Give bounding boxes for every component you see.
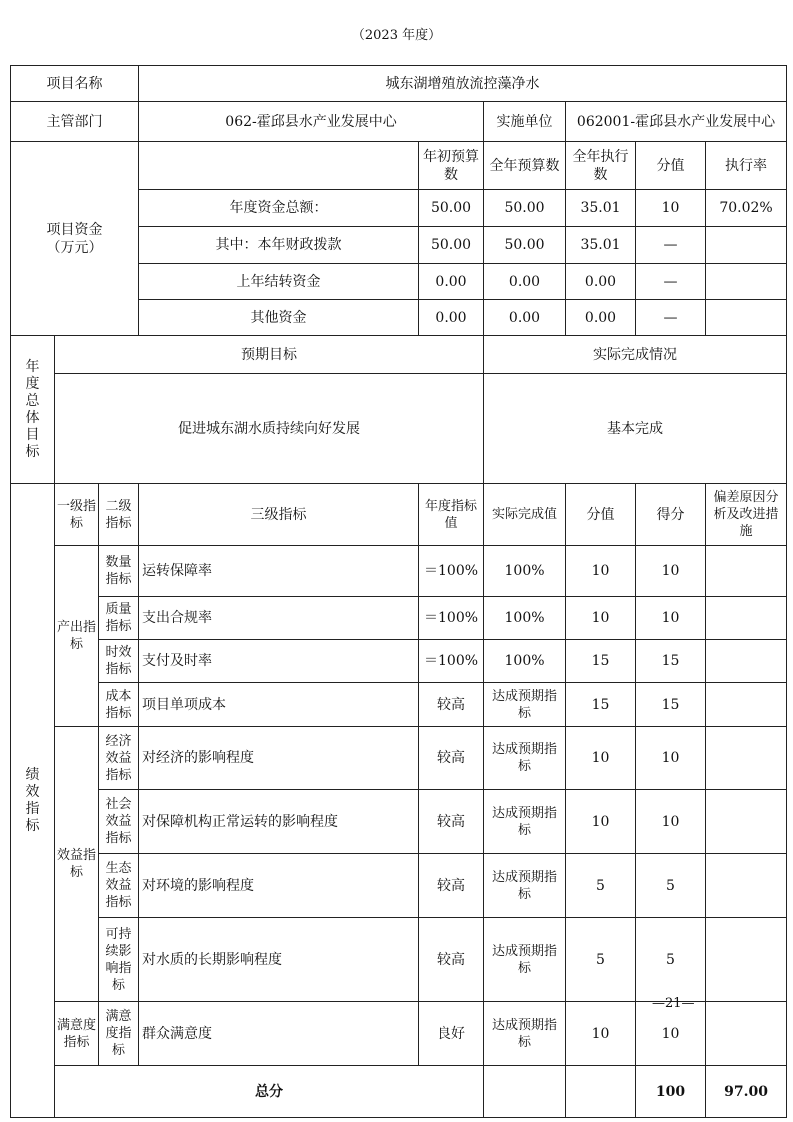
level3-cell: 支付及时率 bbox=[139, 640, 419, 683]
reason-cell bbox=[706, 683, 787, 727]
funds-initial: 0.00 bbox=[419, 264, 484, 300]
level3-cell: 对水质的长期影响程度 bbox=[139, 918, 419, 1002]
level2-cell: 生态效益指标 bbox=[99, 854, 139, 918]
level2-cell: 社会效益指标 bbox=[99, 790, 139, 854]
value-cell: 10 bbox=[566, 597, 636, 640]
actual-cell: 达成预期指标 bbox=[484, 1002, 566, 1066]
actual-cell: 100% bbox=[484, 597, 566, 640]
header-target: 年度指标值 bbox=[419, 484, 484, 546]
funds-annual: 0.00 bbox=[484, 300, 566, 336]
total-blank-actual bbox=[566, 1066, 636, 1118]
funds-annual: 0.00 bbox=[484, 264, 566, 300]
goal-actual-header: 实际完成情况 bbox=[484, 336, 787, 374]
year-label: （2023 年度） bbox=[351, 28, 442, 43]
target-cell: 较高 bbox=[419, 854, 484, 918]
value-cell: 5 bbox=[566, 854, 636, 918]
level3-cell: 对环境的影响程度 bbox=[139, 854, 419, 918]
score-cell: 5 bbox=[636, 918, 706, 1002]
funds-initial: 0.00 bbox=[419, 300, 484, 336]
reason-cell bbox=[706, 854, 787, 918]
funds-annual: 50.00 bbox=[484, 190, 566, 227]
project-name-label: 项目名称 bbox=[11, 66, 139, 102]
goal-actual: 基本完成 bbox=[484, 374, 787, 484]
target-cell: 良好 bbox=[419, 1002, 484, 1066]
header-reason: 偏差原因分析及改进措施 bbox=[706, 484, 787, 546]
header-level2: 二级指标 bbox=[99, 484, 139, 546]
indicator-row bbox=[11, 640, 787, 683]
performance-label-text: 绩效指标 bbox=[25, 766, 40, 834]
level1-satisfaction: 满意度指标 bbox=[55, 1002, 99, 1066]
score-cell: 10 bbox=[636, 790, 706, 854]
actual-cell: 达成预期指标 bbox=[484, 727, 566, 790]
actual-cell: 100% bbox=[484, 546, 566, 597]
level2-cell: 可持续影响指标 bbox=[99, 918, 139, 1002]
performance-table bbox=[10, 65, 787, 1118]
total-label: 总分 bbox=[55, 1066, 484, 1118]
funds-score-value: — bbox=[636, 227, 706, 264]
goal-label-text: 年度总体目标 bbox=[25, 358, 40, 460]
value-cell: 15 bbox=[566, 683, 636, 727]
indicator-row bbox=[11, 683, 787, 727]
reason-cell bbox=[706, 640, 787, 683]
actual-cell: 达成预期指标 bbox=[484, 918, 566, 1002]
funds-row-label: 其中：本年财政拨款 bbox=[139, 227, 419, 264]
indicator-row bbox=[11, 546, 787, 597]
level2-cell: 质量指标 bbox=[99, 597, 139, 640]
header-actual: 实际完成值 bbox=[484, 484, 566, 546]
level1-benefit: 效益指标 bbox=[55, 727, 99, 1002]
reason-cell bbox=[706, 918, 787, 1002]
level2-cell: 数量指标 bbox=[99, 546, 139, 597]
total-value: 100 bbox=[636, 1066, 706, 1118]
dept-value: 062-霍邱县水产业发展中心 bbox=[139, 102, 484, 142]
actual-cell: 100% bbox=[484, 640, 566, 683]
value-cell: 10 bbox=[566, 727, 636, 790]
reason-cell bbox=[706, 1002, 787, 1066]
total-score: 97.00 bbox=[706, 1066, 787, 1118]
funds-executed: 0.00 bbox=[566, 300, 636, 336]
funds-score-value: 10 bbox=[636, 190, 706, 227]
level2-cell: 时效指标 bbox=[99, 640, 139, 683]
target-cell: ＝100% bbox=[419, 640, 484, 683]
unit-value: 062001-霍邱县水产业发展中心 bbox=[566, 102, 787, 142]
goal-expected-header: 预期目标 bbox=[55, 336, 484, 374]
score-cell: 10 bbox=[636, 546, 706, 597]
header-score: 得分 bbox=[636, 484, 706, 546]
score-cell: 10 bbox=[636, 1002, 706, 1066]
reason-cell bbox=[706, 727, 787, 790]
project-name: 城东湖增殖放流控藻净水 bbox=[139, 66, 787, 102]
level1-output: 产出指标 bbox=[55, 546, 99, 727]
indicator-row bbox=[11, 918, 787, 1002]
header-value: 分值 bbox=[566, 484, 636, 546]
score-cell: 5 bbox=[636, 854, 706, 918]
target-cell: ＝100% bbox=[419, 546, 484, 597]
performance-label bbox=[11, 484, 55, 1118]
funds-row-label: 年度资金总额： bbox=[139, 190, 419, 227]
level3-cell: 对保障机构正常运转的影响程度 bbox=[139, 790, 419, 854]
funds-executed: 35.01 bbox=[566, 190, 636, 227]
score-cell: 15 bbox=[636, 640, 706, 683]
level3-cell: 项目单项成本 bbox=[139, 683, 419, 727]
funds-row-label: 其他资金 bbox=[139, 300, 419, 336]
funds-initial: 50.00 bbox=[419, 227, 484, 264]
actual-cell: 达成预期指标 bbox=[484, 790, 566, 854]
funds-rate bbox=[706, 300, 787, 336]
value-cell: 10 bbox=[566, 790, 636, 854]
funds-header-rate: 执行率 bbox=[706, 142, 787, 190]
funds-initial: 50.00 bbox=[419, 190, 484, 227]
reason-cell bbox=[706, 597, 787, 640]
indicator-row bbox=[11, 790, 787, 854]
actual-cell: 达成预期指标 bbox=[484, 683, 566, 727]
level3-cell: 对经济的影响程度 bbox=[139, 727, 419, 790]
total-blank-target bbox=[484, 1066, 566, 1118]
score-cell: 15 bbox=[636, 683, 706, 727]
value-cell: 5 bbox=[566, 918, 636, 1002]
funds-header-executed: 全年执行数 bbox=[566, 142, 636, 190]
score-cell: 10 bbox=[636, 727, 706, 790]
value-cell: 10 bbox=[566, 546, 636, 597]
level3-cell: 运转保障率 bbox=[139, 546, 419, 597]
indicator-row bbox=[11, 1002, 787, 1066]
target-cell: 较高 bbox=[419, 683, 484, 727]
level3-cell: 群众满意度 bbox=[139, 1002, 419, 1066]
goal-expected: 促进城东湖水质持续向好发展 bbox=[55, 374, 484, 484]
funds-rate bbox=[706, 264, 787, 300]
funds-label bbox=[11, 142, 139, 336]
funds-score-value: — bbox=[636, 300, 706, 336]
indicator-row bbox=[11, 597, 787, 640]
value-cell: 10 bbox=[566, 1002, 636, 1066]
target-cell: ＝100% bbox=[419, 597, 484, 640]
funds-rate: 70.02% bbox=[706, 190, 787, 227]
indicator-row bbox=[11, 854, 787, 918]
reason-cell bbox=[706, 790, 787, 854]
level2-cell: 经济效益指标 bbox=[99, 727, 139, 790]
value-cell: 15 bbox=[566, 640, 636, 683]
funds-executed: 0.00 bbox=[566, 264, 636, 300]
level3-cell: 支出合规率 bbox=[139, 597, 419, 640]
score-cell: 10 bbox=[636, 597, 706, 640]
funds-row-label: 上年结转资金 bbox=[139, 264, 419, 300]
level2-cell: 成本指标 bbox=[99, 683, 139, 727]
target-cell: 较高 bbox=[419, 790, 484, 854]
funds-header-annual: 全年预算数 bbox=[484, 142, 566, 190]
target-cell: 较高 bbox=[419, 918, 484, 1002]
header-level1: 一级指标 bbox=[55, 484, 99, 546]
funds-header-score-value: 分值 bbox=[636, 142, 706, 190]
funds-annual: 50.00 bbox=[484, 227, 566, 264]
reason-cell bbox=[706, 546, 787, 597]
unit-label: 实施单位 bbox=[484, 102, 566, 142]
indicator-row bbox=[11, 727, 787, 790]
funds-score-value: — bbox=[636, 264, 706, 300]
target-cell: 较高 bbox=[419, 727, 484, 790]
goal-label bbox=[11, 336, 55, 484]
header-level3: 三级指标 bbox=[139, 484, 419, 546]
dept-label: 主管部门 bbox=[11, 102, 139, 142]
funds-header-initial: 年初预算数 bbox=[419, 142, 484, 190]
level2-cell: 满意度指标 bbox=[99, 1002, 139, 1066]
funds-header-blank bbox=[139, 142, 419, 190]
funds-label-line2: （万元） bbox=[46, 239, 103, 256]
funds-executed: 35.01 bbox=[566, 227, 636, 264]
funds-label-line1: 项目资金 bbox=[46, 221, 103, 238]
funds-rate bbox=[706, 227, 787, 264]
actual-cell: 达成预期指标 bbox=[484, 854, 566, 918]
page-number: —21— bbox=[652, 996, 695, 1011]
